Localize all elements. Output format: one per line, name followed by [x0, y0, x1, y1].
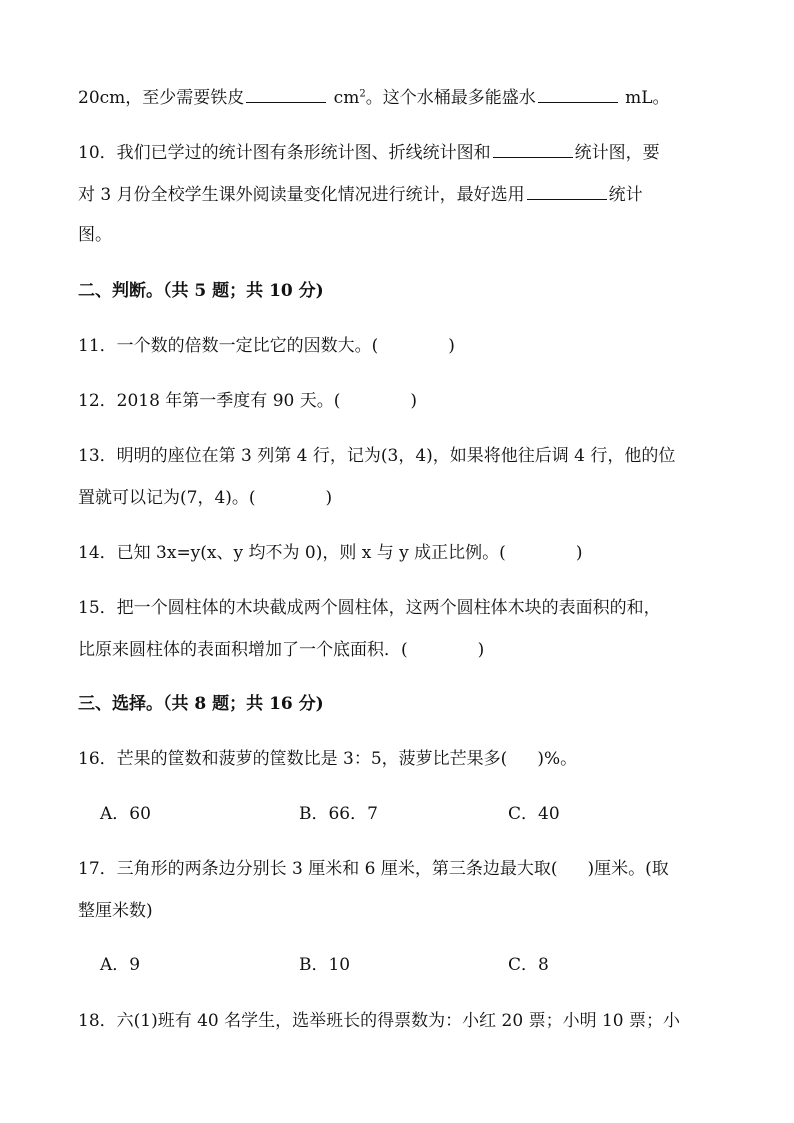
q10-text: 统计 — [608, 185, 643, 205]
question-13-line-1: 13．明明的座位在第 3 列第 4 行，记为(3，4)，如果将他往后调 4 行，他的位 — [78, 446, 676, 466]
q16-option-c[interactable]: C．40 — [508, 804, 560, 824]
question-15-line-2 — [78, 639, 484, 661]
q13-close: ) — [325, 488, 333, 508]
question-17-line-1 — [78, 858, 669, 880]
q9-superscript: 2 — [359, 88, 366, 100]
q16-close: )%。 — [537, 749, 578, 769]
answer-blank[interactable] — [527, 183, 607, 200]
q15-text: 比原来圆柱体的表面积增加了一个底面积．( — [78, 640, 408, 660]
q9-text-1: 20cm，至少需要铁皮 — [78, 88, 245, 108]
q17-option-c[interactable]: C．8 — [508, 955, 549, 975]
q17-text: )厘米。(取 — [587, 859, 669, 879]
section-3-heading: 三、选择。（共 8 题；共 16 分) — [78, 694, 324, 714]
q12-close: ) — [410, 391, 418, 411]
answer-blank[interactable] — [493, 141, 573, 158]
q17-option-b[interactable]: B．10 — [299, 955, 351, 975]
q16-option-a[interactable]: A．60 — [100, 804, 151, 824]
question-18-line-1: 18．六(1)班有 40 名学生，选举班长的得票数为：小红 20 票；小明 10 票；小 — [78, 1011, 681, 1031]
q15-close: ) — [477, 640, 485, 660]
question-10-line-2 — [78, 183, 643, 206]
question-11 — [78, 335, 455, 357]
q16-text: 16．芒果的筐数和菠萝的筐数比是 3：5，菠萝比芒果多( — [78, 749, 508, 769]
q10-text: 10．我们已学过的统计图有条形统计图、折线统计图和 — [78, 143, 491, 163]
question-9-continuation — [78, 86, 670, 109]
q10-text: 统计图，要 — [574, 143, 660, 163]
q16-option-b[interactable]: B．66．7 — [299, 804, 378, 824]
q12-text: 12．2018 年第一季度有 90 天。( — [78, 391, 341, 411]
q10-text: 对 3 月份全校学生课外阅读量变化情况进行统计，最好选用 — [78, 185, 525, 205]
q9-text-3: mL。 — [619, 88, 670, 108]
question-17-line-2: 整厘米数) — [78, 901, 153, 921]
section-2-heading: 二、判断。（共 5 题；共 10 分) — [78, 281, 324, 301]
question-13-line-2 — [78, 487, 332, 509]
q17-text: 17．三角形的两条边分别长 3 厘米和 6 厘米，第三条边最大取( — [78, 859, 558, 879]
question-14 — [78, 542, 582, 564]
question-15-line-1: 15．把一个圆柱体的木块截成两个圆柱体，这两个圆柱体木块的表面积的和， — [78, 598, 661, 618]
answer-blank[interactable] — [246, 86, 326, 103]
q13-text: 置就可以记为(7，4)。( — [78, 488, 256, 508]
q14-close: ) — [575, 543, 583, 563]
q17-option-a[interactable]: A．9 — [100, 955, 141, 975]
q14-text: 14．已知 3x=y(x、y 均不为 0)，则 x 与 y 成正比例。( — [78, 543, 506, 563]
q9-unit: cm — [328, 88, 360, 108]
q11-text: 11．一个数的倍数一定比它的因数大。( — [78, 336, 379, 356]
question-12 — [78, 390, 417, 412]
question-10-line-1 — [78, 141, 660, 164]
question-10-line-3: 图。 — [78, 225, 112, 245]
q11-close: ) — [448, 336, 455, 356]
q9-text-2: 。这个水桶最多能盛水 — [365, 88, 536, 108]
question-16 — [78, 748, 577, 770]
answer-blank[interactable] — [538, 86, 618, 103]
